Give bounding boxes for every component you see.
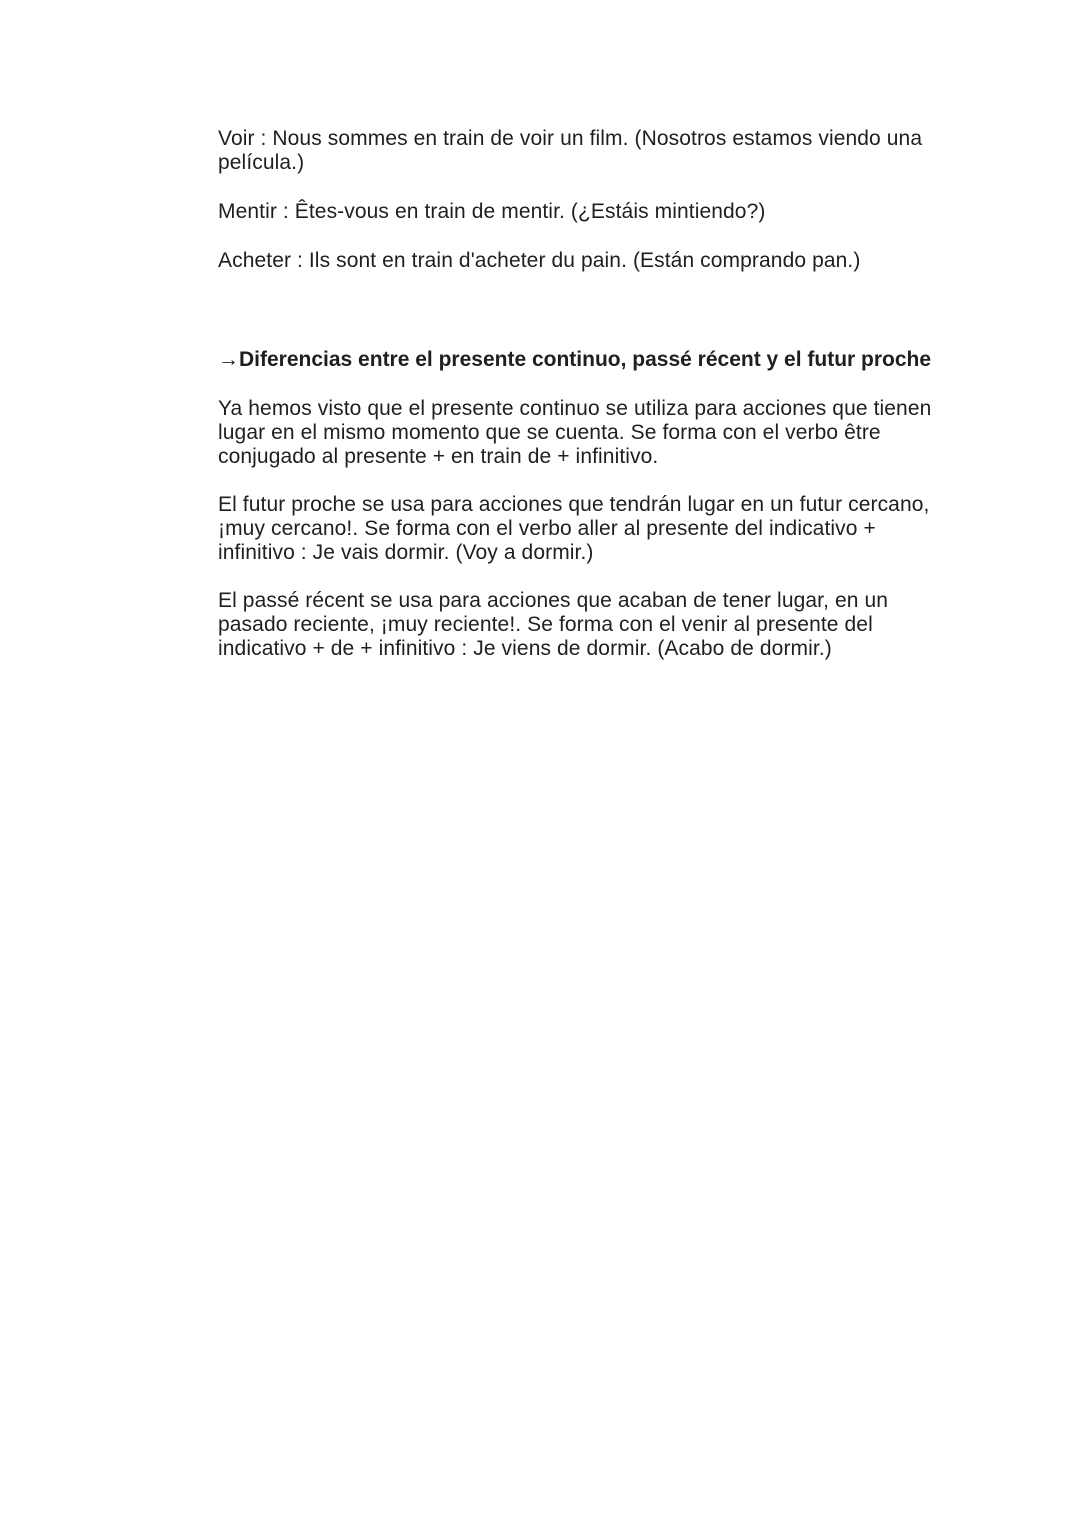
example-mentir: Mentir : Êtes-vous en train de mentir. (¿Estáis mintiendo?): [218, 200, 766, 223]
section-heading: [218, 347, 938, 373]
page-content: [218, 127, 938, 661]
section-heading-text: Diferencias entre el presente continuo, passé récent y el futur proche: [239, 348, 932, 371]
paragraph-presente-continuo: Ya hemos visto que el presente continuo se utiliza para acciones que tienen lugar en el mismo momento que se cuenta. Se forma con el verbo être conjugado al presente + en train de + infinitivo.: [218, 397, 932, 468]
paragraph-futur-proche: El futur proche se usa para acciones que tendrán lugar en un futur cercano, ¡muy cercano!. Se forma con el verbo aller al presente del indicativo + infinitivo : Je vais dormir. (Voy a dormir.): [218, 493, 930, 564]
paragraph-passe-recent: El passé récent se usa para acciones que acaban de tener lugar, en un pasado reciente, ¡muy reciente!. Se forma con el venir al presente del indicativo + de + infinitivo : Je viens de dormir. (Acabo de dormir.): [218, 589, 889, 660]
example-voir: Voir : Nous sommes en train de voir un film. (Nosotros estamos viendo una película.): [218, 127, 923, 174]
example-acheter: Acheter : Ils sont en train d'acheter du pain. (Están comprando pan.): [218, 249, 861, 272]
arrow-icon: →: [218, 348, 239, 371]
